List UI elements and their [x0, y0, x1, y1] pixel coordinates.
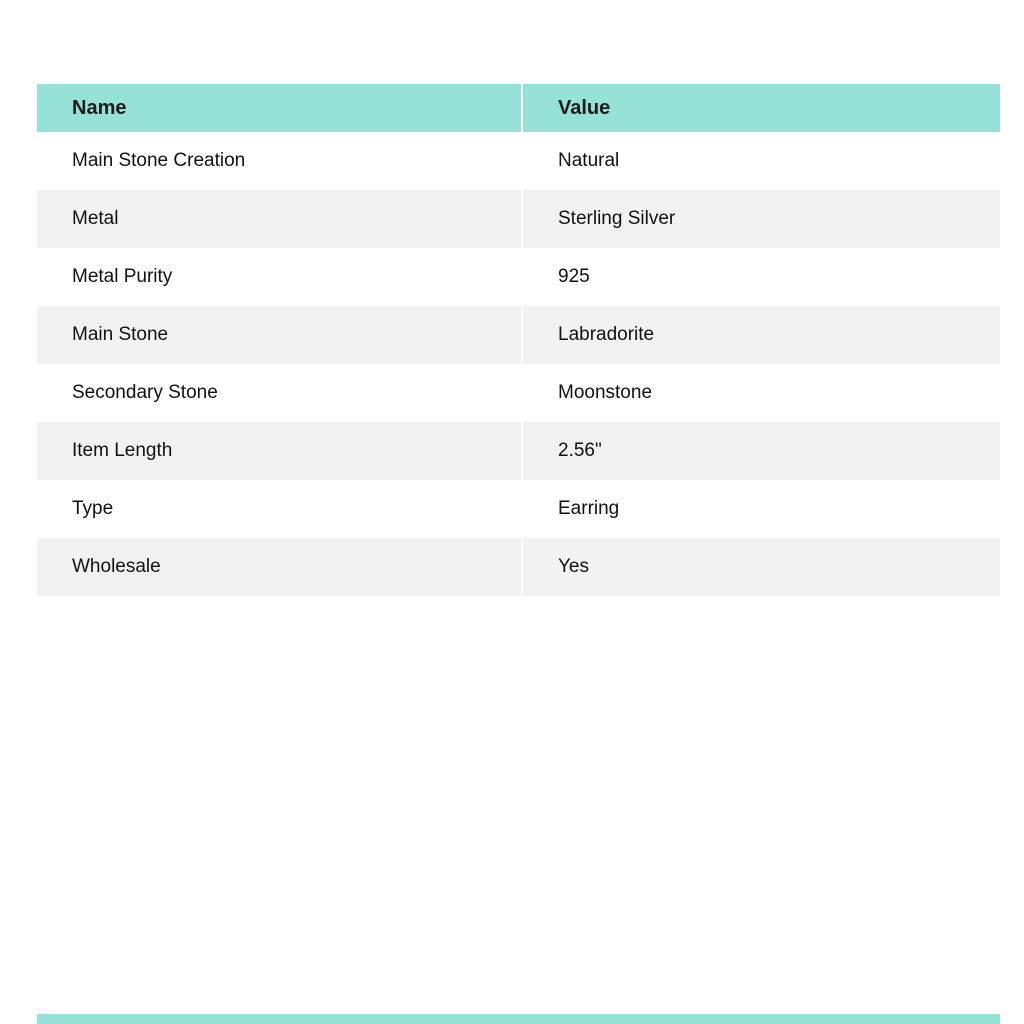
column-header-value: Value	[558, 96, 611, 119]
table-row	[37, 480, 1000, 538]
attribute-name: Main Stone Creation	[37, 132, 523, 190]
table-row	[37, 190, 1000, 248]
attribute-name: Secondary Stone	[37, 364, 523, 422]
next-table-header-partial	[37, 1014, 1000, 1024]
attribute-name: Metal	[37, 190, 523, 248]
attribute-value: 2.56"	[558, 440, 602, 461]
attribute-value: Natural	[558, 150, 620, 171]
attribute-value: Yes	[558, 556, 589, 577]
table-header-row	[37, 84, 1000, 132]
attribute-value: Earring	[558, 498, 620, 519]
attribute-name: Main Stone	[37, 306, 523, 364]
attribute-name: Wholesale	[37, 538, 523, 596]
attribute-value: Moonstone	[558, 382, 653, 403]
attribute-name: Metal Purity	[37, 248, 523, 306]
table-row	[37, 364, 1000, 422]
column-header-name: Name	[37, 84, 523, 132]
table-row	[37, 306, 1000, 364]
attribute-value: Sterling Silver	[558, 208, 676, 229]
table-row	[37, 538, 1000, 596]
table-row	[37, 132, 1000, 190]
attribute-name: Type	[37, 480, 523, 538]
attribute-value: Labradorite	[558, 324, 655, 345]
attribute-name: Item Length	[37, 422, 523, 480]
product-spec-table	[37, 84, 1000, 596]
attribute-value: 925	[558, 266, 590, 287]
table-row	[37, 422, 1000, 480]
table-row	[37, 248, 1000, 306]
